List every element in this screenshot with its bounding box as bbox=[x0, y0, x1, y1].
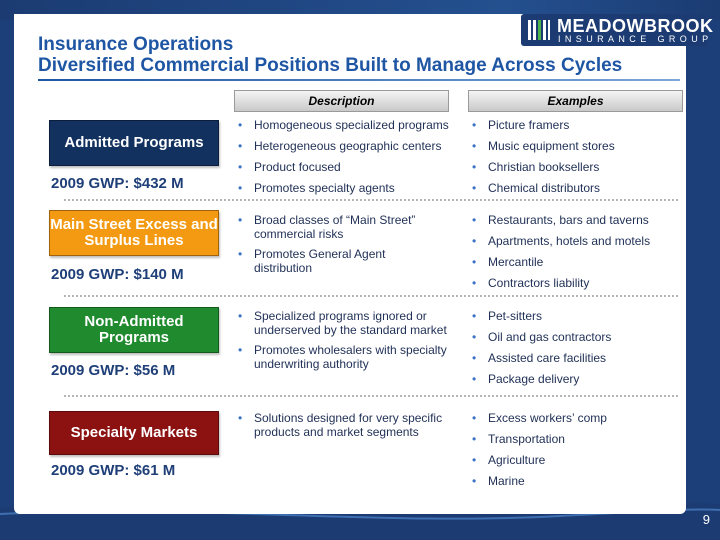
page-number: 9 bbox=[702, 512, 710, 527]
description-list-specialty bbox=[234, 411, 459, 439]
description-column-header: Description bbox=[234, 90, 449, 112]
list-item: • Chemical distributors bbox=[468, 181, 683, 195]
section-divider bbox=[64, 295, 678, 297]
examples-list-main-street bbox=[468, 213, 683, 290]
list-item: • Transportation bbox=[468, 432, 683, 446]
gwp-non-admitted: 2009 GWP: $56 M bbox=[51, 362, 176, 379]
examples-list-specialty bbox=[468, 411, 683, 488]
list-item: • Homogeneous specialized programs bbox=[234, 118, 459, 132]
list-item: • Excess workers’ comp bbox=[468, 411, 683, 425]
list-item: • Apartments, hotels and motels bbox=[468, 234, 683, 248]
list-item: • Mercantile bbox=[468, 255, 683, 269]
logo-name: MEADOWBROOK bbox=[557, 16, 714, 36]
list-item: • Picture framers bbox=[468, 118, 683, 132]
list-item: • Restaurants, bars and taverns bbox=[468, 213, 683, 227]
list-item: • Promotes General Agent distribution bbox=[234, 247, 434, 275]
page-title bbox=[38, 34, 622, 76]
list-item: • Marine bbox=[468, 474, 683, 488]
section-divider bbox=[64, 395, 678, 397]
title-line-2: Diversified Commercial Positions Built to Manage Across Cycles bbox=[38, 55, 623, 76]
list-item: • Product focused bbox=[234, 160, 459, 174]
examples-list-non-admitted bbox=[468, 309, 683, 386]
list-item: • Pet-sitters bbox=[468, 309, 683, 323]
section-divider bbox=[64, 199, 678, 201]
description-list-admitted bbox=[234, 118, 459, 195]
description-list-non-admitted bbox=[234, 309, 459, 371]
list-item: • Promotes specialty agents bbox=[234, 181, 459, 195]
program-box-non-admitted: Non-Admitted Programs bbox=[49, 307, 219, 353]
gwp-main-street: 2009 GWP: $140 M bbox=[51, 266, 184, 283]
gwp-admitted: 2009 GWP: $432 M bbox=[51, 175, 184, 192]
examples-column-header: Examples bbox=[468, 90, 683, 112]
description-list-main-street bbox=[234, 213, 434, 275]
list-item: • Agriculture bbox=[468, 453, 683, 467]
title-underline bbox=[38, 79, 680, 81]
list-item: • Package delivery bbox=[468, 372, 683, 386]
list-item: • Heterogeneous geographic centers bbox=[234, 139, 459, 153]
list-item: • Christian booksellers bbox=[468, 160, 683, 174]
logo-subtitle: INSURANCE GROUP bbox=[558, 34, 713, 44]
list-item: • Contractors liability bbox=[468, 276, 683, 290]
program-box-admitted: Admitted Programs bbox=[49, 120, 219, 166]
list-item: • Music equipment stores bbox=[468, 139, 683, 153]
list-item: • Broad classes of “Main Street” commercial risks bbox=[234, 213, 434, 241]
gwp-specialty: 2009 GWP: $61 M bbox=[51, 462, 176, 479]
list-item: • Promotes wholesalers with specialty underwriting authority bbox=[234, 343, 459, 371]
examples-list-admitted bbox=[468, 118, 683, 195]
list-item: • Specialized programs ignored or underserved by the standard market bbox=[234, 309, 459, 337]
program-box-specialty: Specialty Markets bbox=[49, 411, 219, 455]
list-item: • Solutions designed for very specific products and market segments bbox=[234, 411, 459, 439]
title-line-1: Insurance Operations bbox=[38, 34, 234, 55]
program-box-main-street: Main Street Excess and Surplus Lines bbox=[49, 210, 219, 256]
list-item: • Assisted care facilities bbox=[468, 351, 683, 365]
list-item: • Oil and gas contractors bbox=[468, 330, 683, 344]
